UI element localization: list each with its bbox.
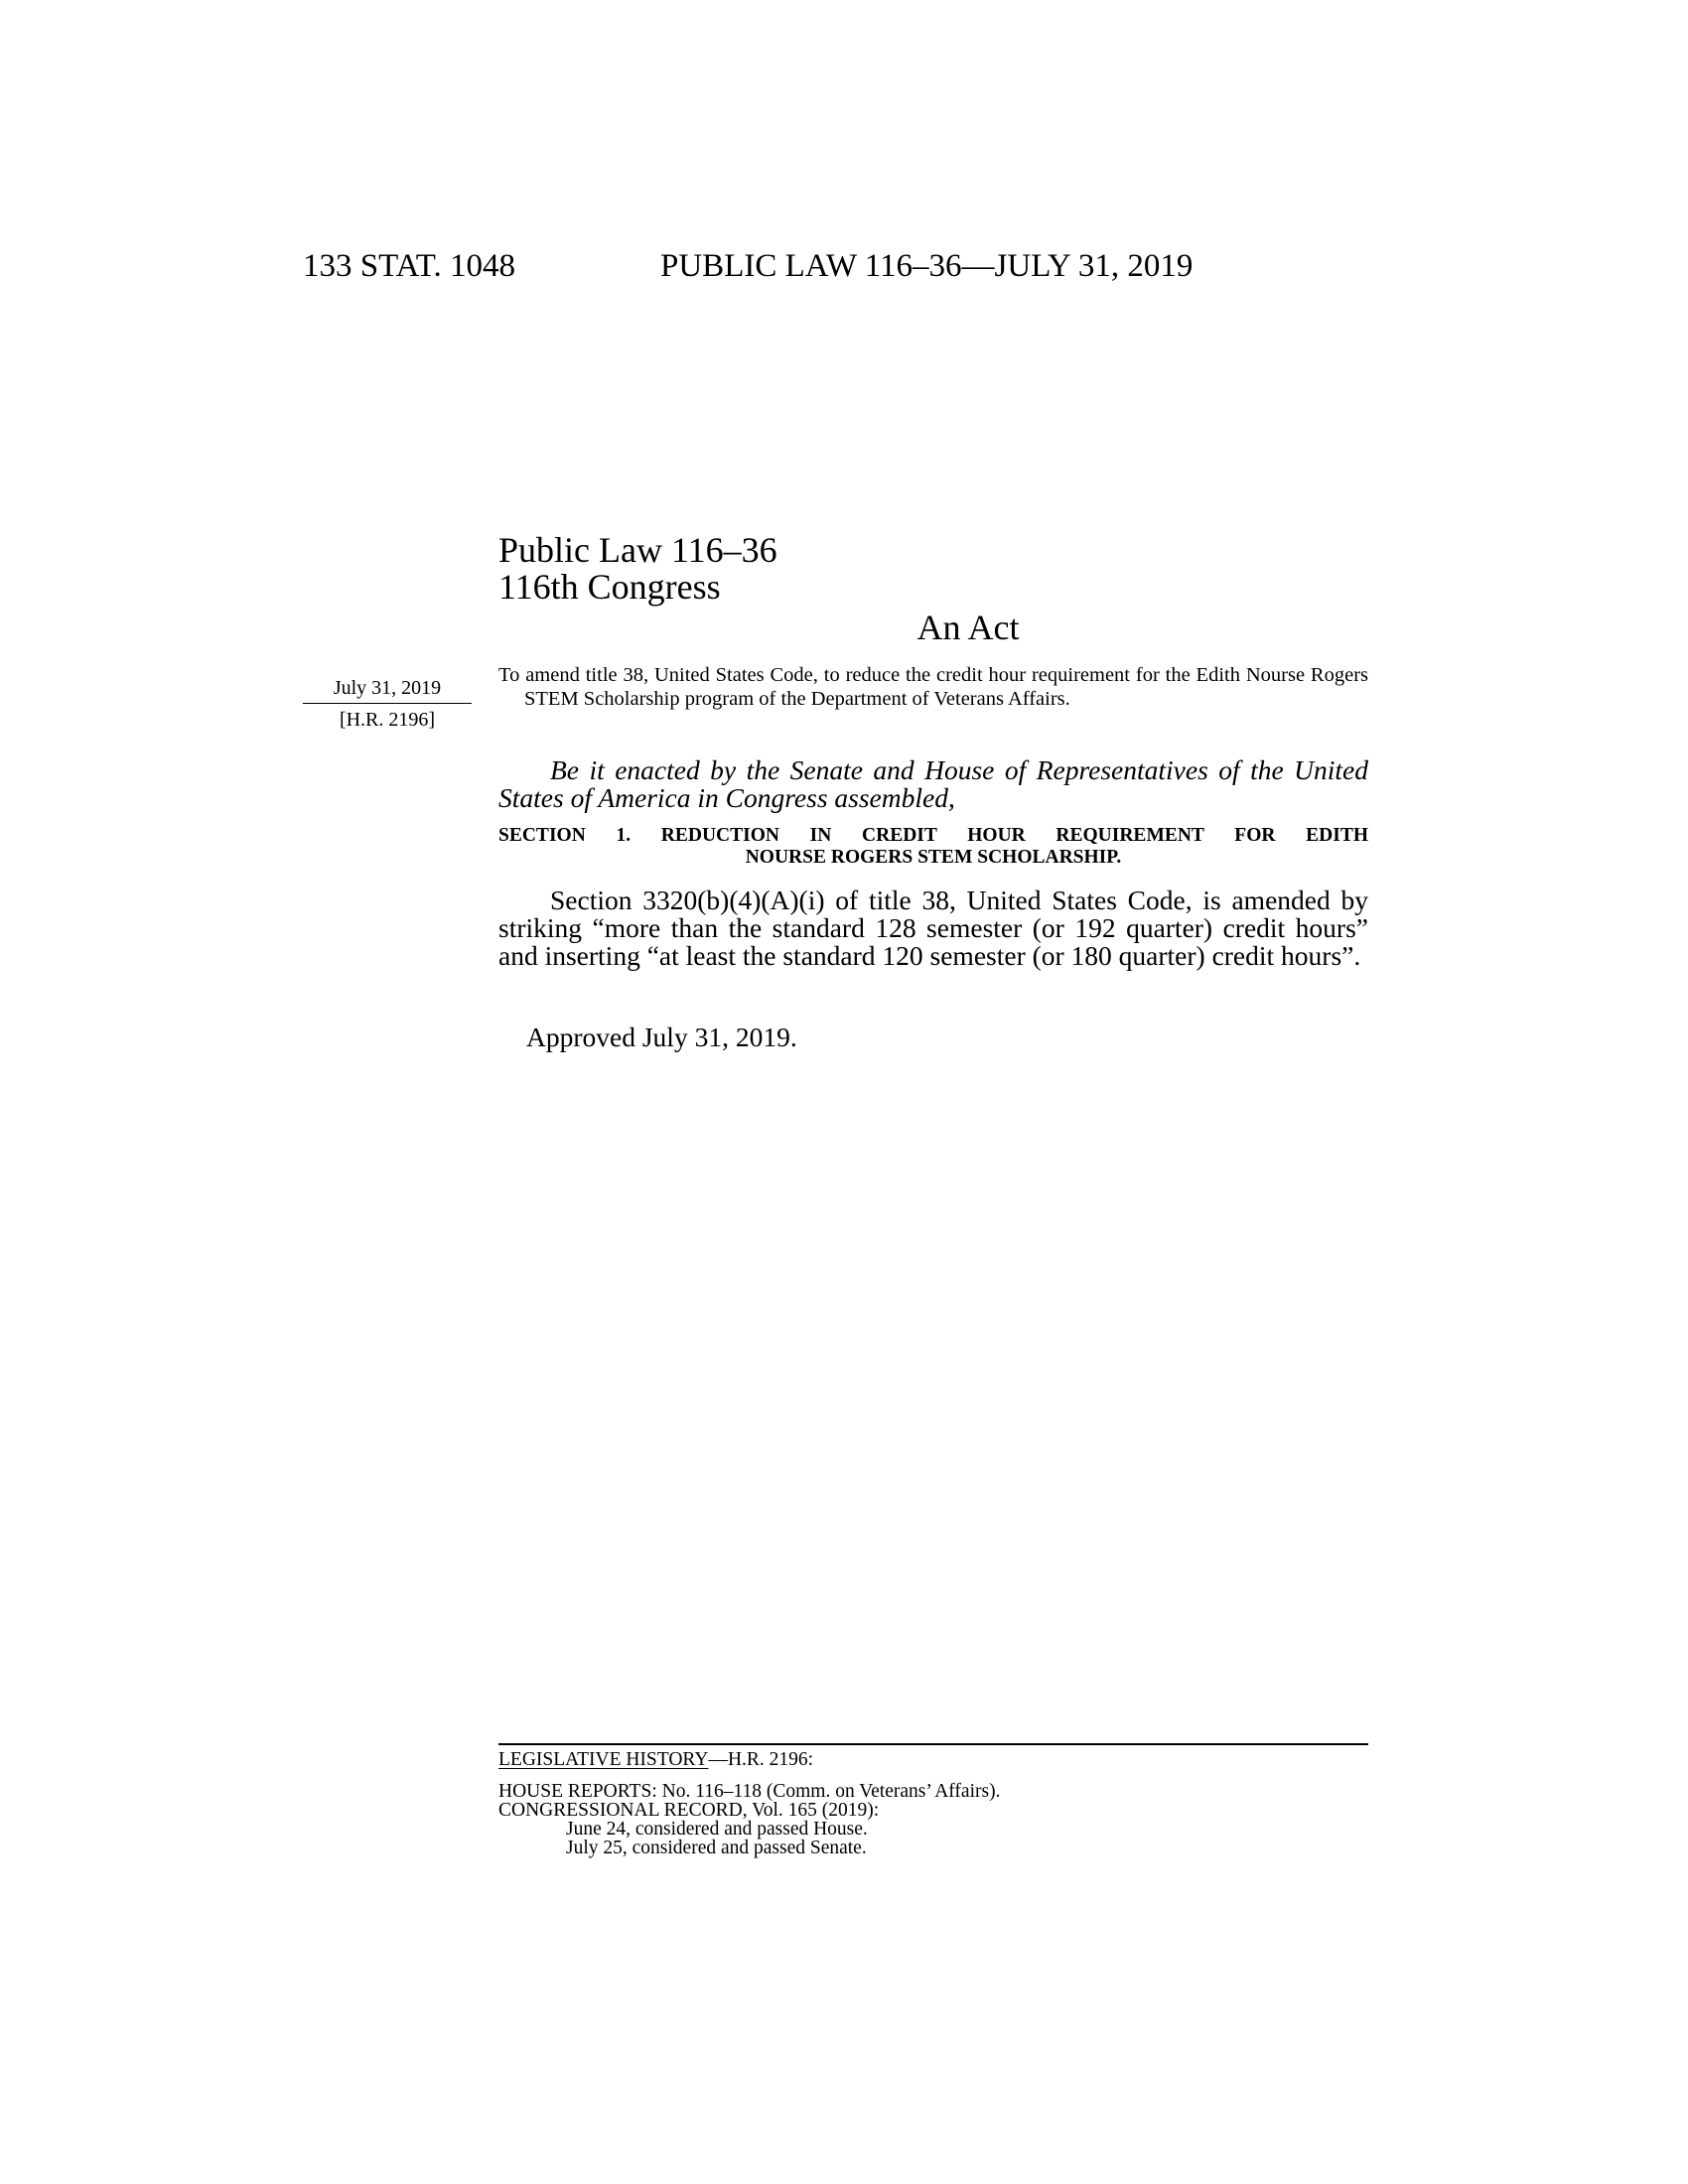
- approval-date: Approved July 31, 2019.: [526, 1022, 797, 1052]
- section-text: Section 3320(b)(4)(A)(i) of title 38, United States Code, is amended by striking “more than the standard 128 semester (or 192 quarter) credit hours” and inserting “at least the standard 120 semester (or 180 quarter) credit hours”.: [498, 885, 1368, 971]
- page-number: 133 STAT. 1048: [303, 248, 516, 284]
- legislative-history-bill: —H.R. 2196:: [708, 1749, 814, 1770]
- margin-divider: [303, 703, 472, 704]
- act-label: An Act: [916, 608, 1020, 647]
- legislative-history-entries: [498, 1782, 1000, 1857]
- running-head-title: PUBLIC LAW 116–36—JULY 31, 2019: [660, 248, 1194, 284]
- enacting-clause: Be it enacted by the Senate and House of Representatives of the United States of America in Congress assembled,: [498, 754, 1368, 813]
- legislative-history-heading: [498, 1749, 813, 1771]
- section-heading-line1: SECTION 1. REDUCTION IN CREDIT HOUR REQUIREMENT FOR EDITH: [498, 825, 1368, 846]
- running-head: [303, 246, 1216, 286]
- congressional-record-line: CONGRESSIONAL RECORD, Vol. 165 (2019):: [498, 1800, 880, 1821]
- margin-date: July 31, 2019: [333, 677, 442, 699]
- margin-bill-number: [H.R. 2196]: [339, 709, 436, 731]
- congress-label: 116th Congress: [498, 567, 721, 607]
- history-action-house: June 24, considered and passed House.: [566, 1819, 868, 1840]
- legislative-history-label: LEGISLATIVE HISTORY: [498, 1749, 709, 1770]
- footer-divider: [498, 1743, 1368, 1745]
- history-action-senate: July 25, considered and passed Senate.: [566, 1838, 867, 1858]
- house-reports-line: HOUSE REPORTS: No. 116–118 (Comm. on Veterans’ Affairs).: [498, 1781, 1001, 1802]
- act-purpose: To amend title 38, United States Code, to reduce the credit hour requirement for the Edith Nourse Rogers STEM Scholarship program of the Department of Veterans Affairs.: [498, 664, 1368, 710]
- section-heading-line2: NOURSE ROGERS STEM SCHOLARSHIP.: [745, 847, 1122, 868]
- law-title: Public Law 116–36: [498, 530, 777, 570]
- section-heading: [498, 825, 1368, 869]
